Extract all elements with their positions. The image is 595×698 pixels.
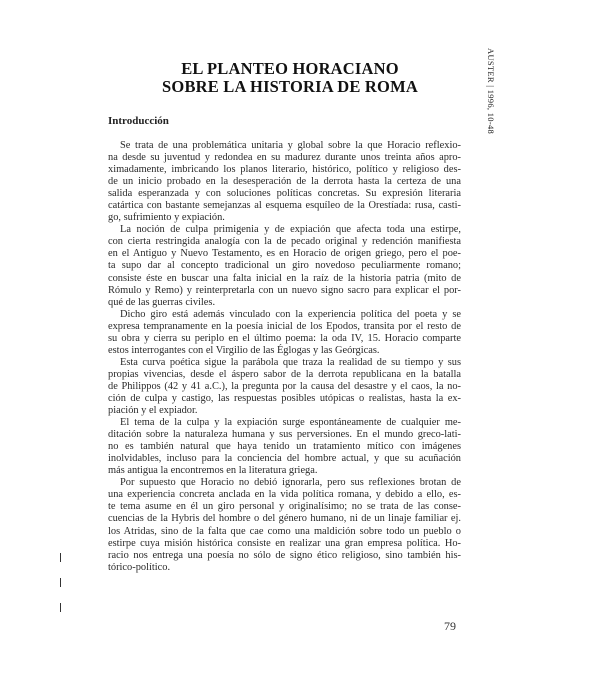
text-line: racio nos entrega una poesía no sólo de signo ético religioso, sino también his-: [108, 549, 461, 561]
text-line: catártica con bastante semejanzas al esquema esquíleo de la Orestíada: rusa, casti-: [108, 200, 461, 212]
text-line: te tema asume en él un giro personal y originalísimo; no se trata de las conse-: [108, 501, 461, 513]
title-line: EL PLANTEO HORACIANO: [181, 59, 399, 78]
text-line: ditación sobre la naturaleza humana y sus perversiones. En el mundo greco-lati-: [108, 429, 461, 441]
journal-reference: AUSTER | 1996, 10-48: [486, 48, 496, 135]
text-line: qué de las guerras civiles.: [108, 296, 216, 308]
text-line: una experiencia concreta anclada en la vida política romana, y debido a ello, es-: [108, 489, 461, 501]
text-line: consiste éste en buscar una falta inicial en la raíz de la historia patria (mito de: [108, 272, 461, 284]
text-line: Dicho giro está además vinculado con la experiencia política del poeta y se: [120, 308, 461, 320]
page-number: 79: [444, 619, 456, 633]
text-line: no es también natural que haya tenido un tratamiento mítico con imágenes: [108, 441, 461, 453]
article-body: [108, 140, 461, 574]
text-line: su obra y cierra su periplo en el último poema: la oda IV, 15. Horacio comparte: [108, 332, 461, 344]
text-line: salida esperanzada y con soluciones políticas concretas. Su expresión literaria: [108, 188, 461, 200]
text-line: Se trata de una problemática unitaria y global sobre la que Horacio reflexio-: [120, 140, 461, 151]
paragraph: [108, 477, 461, 573]
text-line: piación y el expiador.: [108, 405, 198, 417]
title-line: SOBRE LA HISTORIA DE ROMA: [162, 77, 418, 96]
text-line: ximadamente, imbricando los planos literario, histórico, político y religioso des-: [108, 164, 461, 176]
text-line: de Philippos (42 y 41 a.C.), la pregunta por la causa del desastre y el caos, la no-: [108, 380, 461, 392]
text-line: expresa tempranamente en la poesía inicial de los Epodos, transita por el resto de: [108, 320, 461, 332]
paragraph: [108, 357, 461, 417]
paragraph: [108, 309, 461, 357]
text-line: propias vivencias, desde el áspero sabor de la derrota republicana en la batalla: [108, 368, 461, 380]
text-line: estos interrogantes con el Virgilio de las Églogas y las Geórgicas.: [108, 344, 380, 356]
text-line: más antigua la encontremos en la literatura griega.: [108, 465, 318, 477]
text-line: El tema de la culpa y la expiación surge espontáneamente de cualquier me-: [120, 417, 461, 429]
margin-mark: [60, 603, 61, 612]
text-line: inolvidables, incluso para la conciencia del hombre actual, y que su acuñación: [108, 453, 461, 465]
text-line: cuencias de la Hybris del hombre o del género humano, ni de un linaje familiar ej.: [108, 513, 461, 525]
paragraph: [108, 417, 461, 477]
text-line: Rómulo y Remo) y reinterpretarla con un nuevo signo sacro para explicar el por-: [108, 284, 461, 296]
margin-mark: [60, 578, 61, 587]
text-line: los Atridas, sino de la falta que cae como una maldición sobre todo un pueblo o: [108, 525, 461, 537]
text-line: go, sufrimiento y expiación.: [108, 212, 225, 224]
text-line: Esta curva poética sigue la parábola que traza la realidad de su tiempo y sus: [120, 356, 461, 368]
text-line: con cierta restringida analogía con la de pecado original y redención manifiesta: [108, 236, 461, 248]
section-heading: Introducción: [108, 115, 169, 127]
text-line: Por supuesto que Horacio no debió ignorarla, pero sus reflexiones brotan de: [120, 477, 461, 489]
text-line: ta supo dar al concepto tradicional un giro novedoso peculiarmente romano;: [108, 260, 461, 272]
text-line: ción de culpa y castigo, las respuestas posibles utópicas o realistas, hasta la ex-: [108, 392, 461, 404]
paragraph: [108, 140, 461, 224]
text-line: en el Antiguo y Nuevo Testamento, es en Horacio de origen griego, pero el poe-: [108, 248, 461, 260]
text-line: estirpe cuya misión histórica consiste en realizar una gran empresa política. Ho-: [108, 537, 461, 549]
article-title: [120, 60, 460, 96]
text-line: na desde su juventud y redondea en su madurez durante unos treinta años apro-: [108, 152, 461, 164]
text-line: La noción de culpa primigenia y de expiación que afecta toda una estirpe,: [120, 224, 461, 236]
text-line: de un inicio probado en la desesperación de la derrota hasta la certeza de una: [108, 176, 461, 188]
margin-mark: [60, 553, 61, 562]
paragraph: [108, 224, 461, 308]
text-line: tórico-político.: [108, 561, 171, 573]
